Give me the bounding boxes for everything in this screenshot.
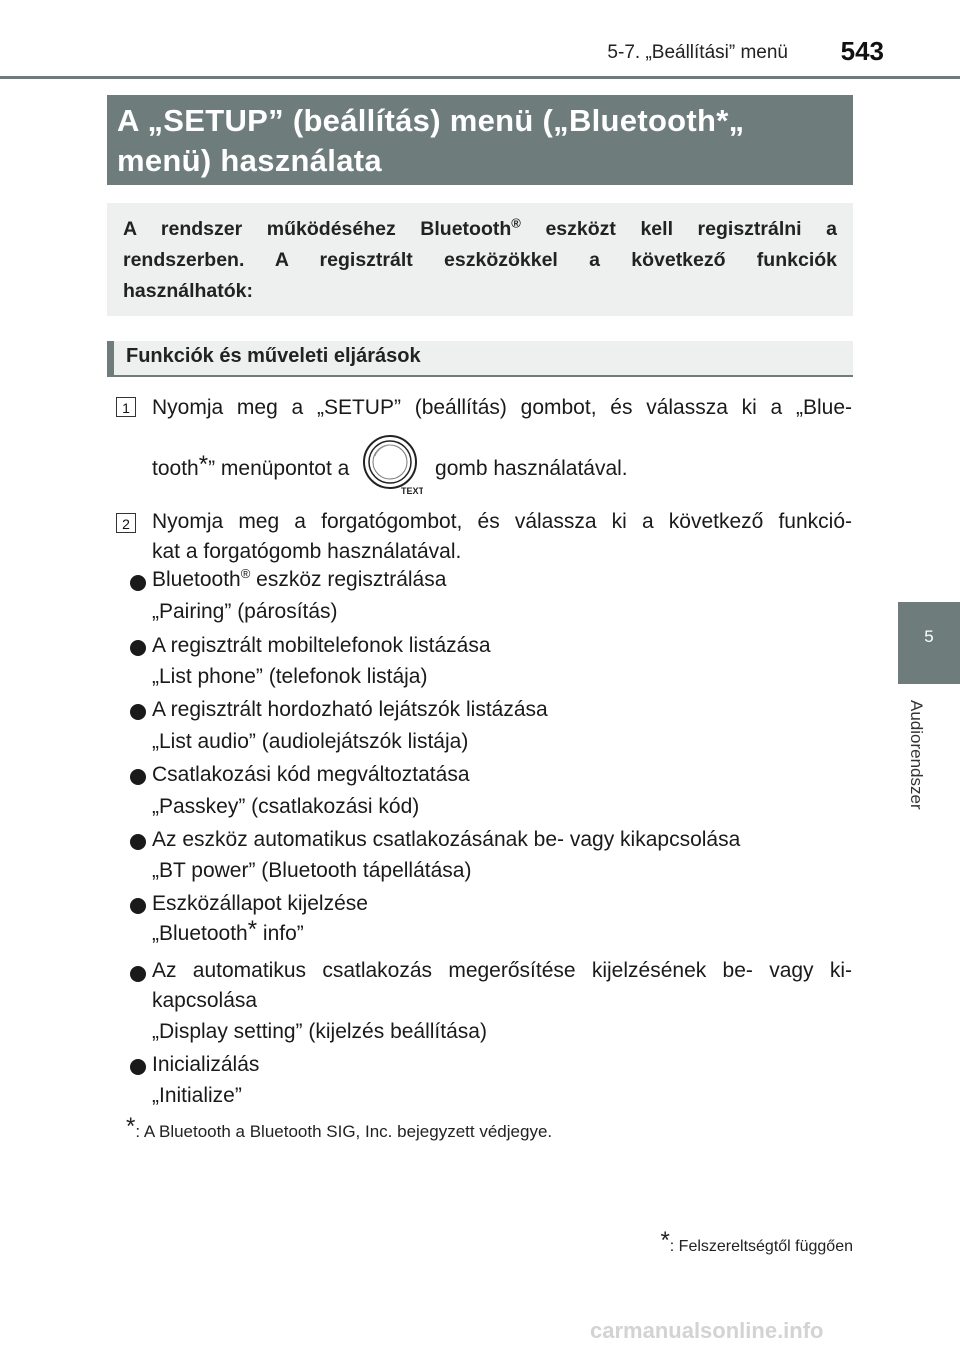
chapter-label: Audiorendszer xyxy=(907,700,926,810)
item-description: Az automatikus csatlakozás megerősítése kijelzésének be- vagy ki- xyxy=(152,959,852,982)
item-description: Csatlakozási kód megváltoztatása xyxy=(152,763,470,786)
item-description-continued: kapcsolása xyxy=(152,989,258,1012)
step-number-2: 2 xyxy=(116,513,136,533)
tune-knob-icon xyxy=(361,434,423,496)
bullet-dot xyxy=(130,898,146,914)
step1-line2: tooth*” menüpontot a TEXT gomb használatával. xyxy=(152,438,852,500)
section-subheading: Funkciók és műveleti eljárások xyxy=(107,341,853,377)
item-menu-label: „Initialize” xyxy=(152,1084,242,1107)
asterisk-mark: * xyxy=(198,451,209,478)
item-menu-label: „Bluetooth* info” xyxy=(152,916,304,945)
asterisk-mark: * xyxy=(660,1227,670,1254)
item-description: Inicializálás xyxy=(152,1053,260,1076)
step2-line1: Nyomja meg a forgatógombot, és válassza ki a következő funkció- xyxy=(152,510,852,533)
item-description: A regisztrált hordozható lejátszók listázása xyxy=(152,698,548,721)
item-menu-label: „Display setting” (kijelzés beállítása) xyxy=(152,1020,487,1043)
asterisk-mark: * xyxy=(247,916,258,943)
bullet-dot xyxy=(130,769,146,785)
bullet-dot xyxy=(130,1059,146,1075)
step2-line2: kat a forgatógomb használatával. xyxy=(152,540,462,563)
intro-line2: rendszerben. A regisztrált eszközökkel a következő funkciók xyxy=(123,249,837,271)
chapter-tab xyxy=(898,602,960,684)
page-title-line2: menü) használata xyxy=(117,143,382,178)
item-menu-label: „List audio” (audiolejátszók listája) xyxy=(152,730,469,753)
step-number-1: 1 xyxy=(116,397,136,417)
item-menu-label: „Pairing” (párosítás) xyxy=(152,600,338,623)
item-description: Az eszköz automatikus csatlakozásának be- vagy kikapcsolása xyxy=(152,828,741,851)
bullet-dot xyxy=(130,834,146,850)
chapter-number: 5 xyxy=(924,627,934,646)
step1-line1: Nyomja meg a „SETUP” (beállítás) gombot, és válassza ki a „Blue- xyxy=(152,396,852,419)
item-menu-label: „BT power” (Bluetooth tápellátása) xyxy=(152,859,472,882)
header-rule xyxy=(0,76,960,79)
intro-box xyxy=(107,203,853,316)
page-number: 543 xyxy=(840,36,884,66)
item-menu-label: „List phone” (telefonok listája) xyxy=(152,665,428,688)
registered-mark: ® xyxy=(240,566,251,581)
item-menu-label: „Passkey” (csatlakozási kód) xyxy=(152,795,420,818)
header-section-title: 5-7. „Beállítási” menü xyxy=(607,42,788,63)
item-description: Bluetooth® eszköz regisztrálása xyxy=(152,566,447,591)
registered-mark: ® xyxy=(511,215,521,231)
page-title xyxy=(107,95,853,185)
asterisk-mark: * xyxy=(126,1113,136,1140)
svg-text:TEXT: TEXT xyxy=(401,486,424,497)
page-title-line1: A „SETUP” (beállítás) menü („Bluetooth*„ xyxy=(117,103,745,138)
bullet-dot xyxy=(130,704,146,720)
intro-line3: használhatók: xyxy=(123,280,254,302)
item-description: A regisztrált mobiltelefonok listázása xyxy=(152,634,491,657)
bullet-dot xyxy=(130,575,146,591)
equipment-footnote: *: Felszereltségtől függően xyxy=(660,1227,853,1255)
watermark: carmanualsonline.info xyxy=(590,1318,824,1343)
bullet-dot xyxy=(130,640,146,656)
bullet-dot xyxy=(130,966,146,982)
item-description: Eszközállapot kijelzése xyxy=(152,892,368,915)
intro-line1: A rendszer működéséhez Bluetooth® eszközt kell regisztrálni a xyxy=(123,215,838,240)
trademark-footnote: *: A Bluetooth a Bluetooth SIG, Inc. bejegyzett védjegye. xyxy=(126,1113,553,1141)
